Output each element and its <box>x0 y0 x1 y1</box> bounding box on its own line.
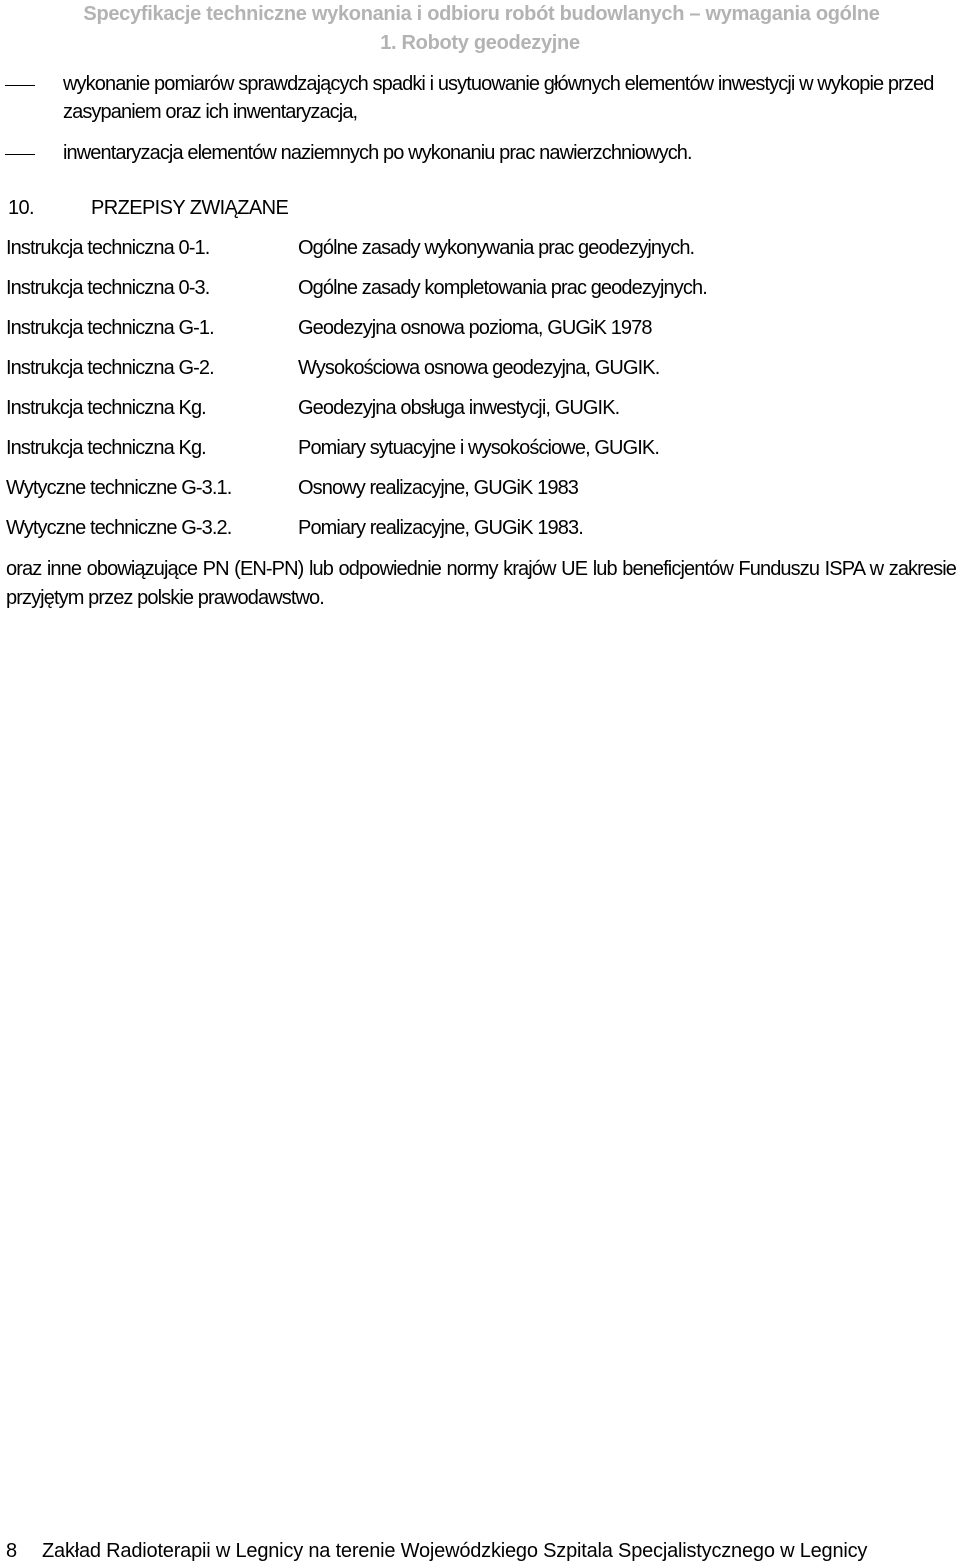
reference-code: Instrukcja techniczna G-2. <box>6 357 214 379</box>
reference-title: Geodezyjna osnowa pozioma, GUGiK 1978 <box>298 317 652 339</box>
references-list <box>6 234 956 554</box>
reference-title: Geodezyjna obsługa inwestycji, GUGIK. <box>298 397 620 419</box>
reference-row <box>6 434 956 474</box>
reference-row <box>6 354 956 394</box>
reference-code: Instrukcja techniczna Kg. <box>6 437 206 459</box>
bullet-list <box>0 70 960 167</box>
dash-bullet-icon <box>5 85 35 86</box>
reference-title: Osnowy realizacyjne, GUGiK 1983 <box>298 477 579 499</box>
bullet-text: wykonanie pomiarów sprawdzających spadki i usytuowanie głównych elementów inwestycji w wykopie przed zasypaniem oraz ich inwentaryzacja, <box>63 73 934 123</box>
bullet-text: inwentaryzacja elementów naziemnych po wykonaniu prac nawierzchniowych. <box>63 142 692 164</box>
reference-code: Instrukcja techniczna 0-3. <box>6 277 210 299</box>
section-number: 10. <box>8 197 35 219</box>
bullet-item <box>0 70 960 126</box>
reference-row <box>6 514 956 554</box>
reference-row <box>6 394 956 434</box>
footer-text: Zakład Radioterapii w Legnicy na terenie Wojewódzkiego Szpitala Specjalistycznego w Legnicy <box>42 1540 868 1562</box>
bullet-item <box>0 139 960 167</box>
reference-title: Wysokościowa osnowa geodezyjna, GUGIK. <box>298 357 660 379</box>
page-header <box>0 0 960 58</box>
reference-title: Pomiary realizacyjne, GUGiK 1983. <box>298 517 583 539</box>
reference-code: Instrukcja techniczna 0-1. <box>6 237 210 259</box>
header-chapter-title: 1. Roboty geodezyjne <box>380 32 580 54</box>
page-number: 8 <box>6 1540 17 1562</box>
reference-code: Wytyczne techniczne G-3.2. <box>6 517 232 539</box>
reference-row <box>6 474 956 514</box>
section-title: PRZEPISY ZWIĄZANE <box>91 197 289 219</box>
reference-code: Wytyczne techniczne G-3.1. <box>6 477 232 499</box>
reference-title: Pomiary sytuacyjne i wysokościowe, GUGIK. <box>298 437 660 459</box>
reference-row <box>6 314 956 354</box>
reference-code: Instrukcja techniczna G-1. <box>6 317 214 339</box>
reference-title: Ogólne zasady wykonywania prac geodezyjnych. <box>298 237 695 259</box>
section-heading <box>8 194 288 222</box>
dash-bullet-icon <box>5 154 35 155</box>
reference-title: Ogólne zasady kompletowania prac geodezyjnych. <box>298 277 707 299</box>
header-document-title: Specyfikacje techniczne wykonania i odbioru robót budowlanych – wymagania ogólne <box>83 3 880 25</box>
reference-code: Instrukcja techniczna Kg. <box>6 397 206 419</box>
reference-row <box>6 234 956 274</box>
reference-row <box>6 274 956 314</box>
closing-paragraph: oraz inne obowiązujące PN (EN-PN) lub odpowiednie normy krajów UE lub beneficjentów Funduszu ISPA w zakresie przyjętym przez polskie prawodawstwo. <box>6 558 956 609</box>
page-footer <box>6 1537 956 1565</box>
